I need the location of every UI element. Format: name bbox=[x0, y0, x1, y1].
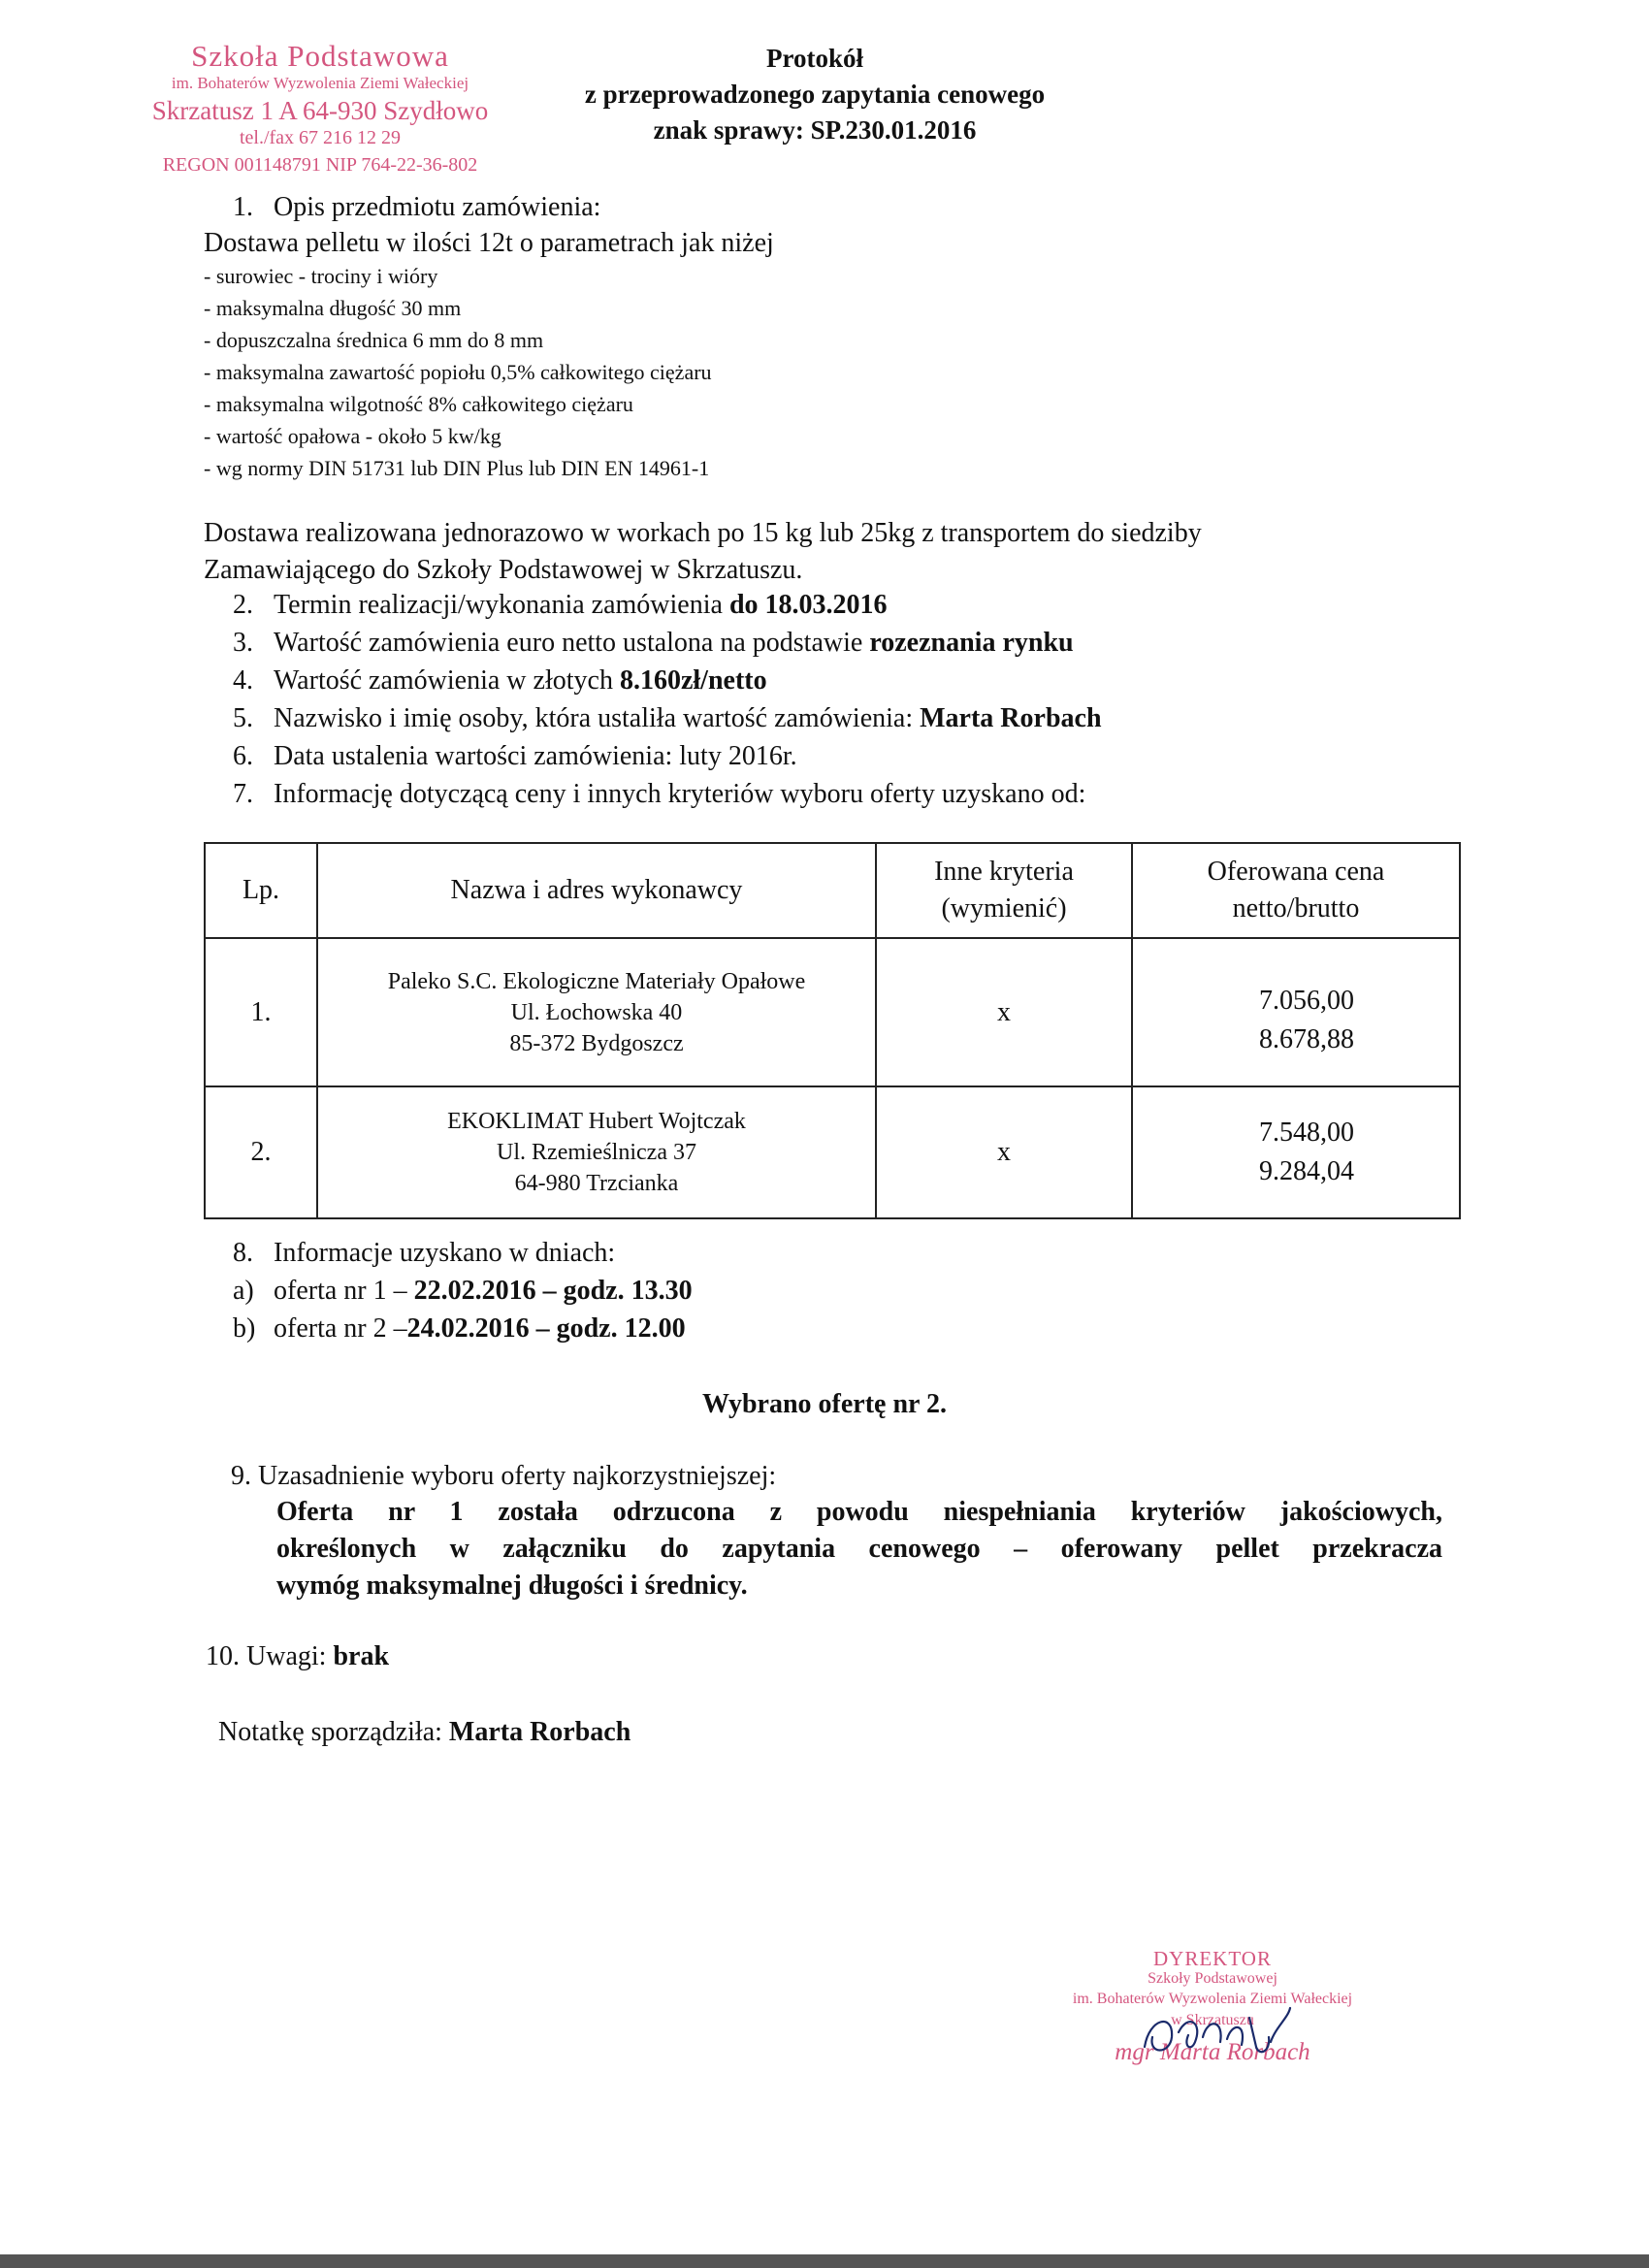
cell-criteria: x bbox=[876, 938, 1132, 1086]
document-title: Protokół bbox=[766, 44, 863, 73]
numbered-items bbox=[233, 586, 1102, 813]
offer-date-a: a) oferta nr 1 – 22.02.2016 – godz. 13.30 bbox=[233, 1276, 693, 1306]
parameter-item: - maksymalna długość 30 mm bbox=[204, 296, 462, 320]
parameter-item: - wg normy DIN 51731 lub DIN Plus lub DIN EN 14961-1 bbox=[204, 456, 710, 480]
item-6: 6. Data ustalenia wartości zamówienia: luty 2016r. bbox=[233, 741, 797, 771]
justification-line: określonych w załączniku do zapytania cenowego – oferowany pellet przekracza bbox=[276, 1534, 1442, 1564]
parameter-item: - maksymalna zawartość popiołu 0,5% całkowitego ciężaru bbox=[204, 360, 712, 384]
section-1-intro: Dostawa pelletu w ilości 12t o parametrach jak niżej bbox=[204, 228, 774, 258]
parameter-item: - wartość opałowa - około 5 kw/kg bbox=[204, 424, 501, 448]
prepared-by: Notatkę sporządziła: Marta Rorbach bbox=[218, 1717, 631, 1747]
offer-date-b: b) oferta nr 2 –24.02.2016 – godz. 12.00 bbox=[233, 1313, 686, 1344]
item-5: 5. Nazwisko i imię osoby, która ustaliła wartość zamówienia: Marta Rorbach bbox=[233, 703, 1102, 733]
school-stamp bbox=[107, 39, 534, 178]
offers-table bbox=[204, 842, 1461, 1219]
stamp-phone: tel./fax 67 216 12 29 bbox=[239, 127, 402, 148]
remarks: 10. Uwagi: brak bbox=[206, 1641, 390, 1671]
item-3: 3. Wartość zamówienia euro netto ustalona na podstawie rozeznania rynku bbox=[233, 628, 1074, 658]
document-header bbox=[524, 41, 1106, 148]
stamp-patron: im. Bohaterów Wyzwolenia Ziemi Wałeckiej bbox=[171, 74, 469, 92]
cell-price: 7.056,00 8.678,88 bbox=[1132, 938, 1460, 1086]
cell-lp: 1. bbox=[205, 938, 317, 1086]
director-line: im. Bohaterów Wyzwolenia Ziemi Wałeckiej bbox=[1072, 1991, 1353, 2007]
parameter-item: - dopuszczalna średnica 6 mm do 8 mm bbox=[204, 328, 544, 352]
section-9-heading: 9. Uzasadnienie wyboru oferty najkorzystniejszej: bbox=[231, 1461, 777, 1491]
parameter-item: - surowiec - trociny i wióry bbox=[204, 264, 438, 288]
table-row bbox=[205, 938, 1460, 1086]
justification-line: wymóg maksymalnej długości i średnicy. bbox=[276, 1571, 748, 1601]
scan-edge bbox=[0, 2254, 1649, 2268]
justification-line: Oferta nr 1 została odrzucona z powodu niespełniania kryteriów jakościowych, bbox=[276, 1497, 1442, 1527]
cell-criteria: x bbox=[876, 1086, 1132, 1218]
cell-price: 7.548,00 9.284,04 bbox=[1132, 1086, 1460, 1218]
table-row bbox=[205, 1086, 1460, 1218]
director-title: DYREKTOR bbox=[1153, 1947, 1272, 1970]
section-8-heading: 8. Informacje uzyskano w dniach: bbox=[233, 1238, 616, 1268]
cell-lp: 2. bbox=[205, 1086, 317, 1218]
header-price: Oferowana cena netto/brutto bbox=[1132, 843, 1460, 938]
cell-contractor: Paleko S.C. Ekologiczne Materiały Opałowe Ul. Łochowska 40 85-372 Bydgoszcz bbox=[317, 938, 876, 1086]
header-name: Nazwa i adres wykonawcy bbox=[317, 843, 876, 938]
section-8-list bbox=[233, 1272, 693, 1347]
cell-contractor: EKOKLIMAT Hubert Wojtczak Ul. Rzemieślnicza 37 64-980 Trzcianka bbox=[317, 1086, 876, 1218]
document-subtitle: z przeprowadzonego zapytania cenowego bbox=[584, 80, 1046, 109]
stamp-address: Skrzatusz 1 A 64-930 Szydłowo bbox=[151, 96, 489, 125]
item-4: 4. Wartość zamówienia w złotych 8.160zł/netto bbox=[233, 665, 767, 696]
director-name: mgr Marta Rorbach bbox=[1115, 2039, 1310, 2065]
delivery-line-1: Dostawa realizowana jednorazowo w workach po 15 kg lub 25kg z transportem do siedziby bbox=[204, 518, 1202, 548]
table-header-row bbox=[205, 843, 1460, 938]
section-8 bbox=[233, 1234, 615, 1272]
item-7: 7. Informację dotyczącą ceny i innych kryteriów wyboru oferty uzyskano od: bbox=[233, 779, 1086, 809]
delivery-line-2: Zamawiającego do Szkoły Podstawowej w Skrzatuszu. bbox=[204, 555, 803, 585]
director-line: w Skrzatuszu bbox=[1171, 2012, 1254, 2028]
handwritten-signature bbox=[1135, 1998, 1300, 2066]
section-1-heading: 1. Opis przedmiotu zamówienia: bbox=[233, 192, 601, 222]
parameter-list bbox=[204, 260, 712, 484]
stamp-ids: REGON 001148791 NIP 764-22-36-802 bbox=[162, 154, 478, 176]
selected-offer: Wybrano ofertę nr 2. bbox=[702, 1389, 947, 1419]
item-2: 2. Termin realizacji/wykonania zamówienia do 18.03.2016 bbox=[233, 590, 888, 620]
justification bbox=[276, 1494, 1442, 1604]
parameter-item: - maksymalna wilgotność 8% całkowitego ciężaru bbox=[204, 392, 633, 416]
header-criteria: Inne kryteria (wymienić) bbox=[876, 843, 1132, 938]
director-line: Szkoły Podstawowej bbox=[1148, 1970, 1277, 1987]
stamp-school-name: Szkoła Podstawowa bbox=[191, 39, 449, 73]
header-lp: Lp. bbox=[205, 843, 317, 938]
case-number: znak sprawy: SP.230.01.2016 bbox=[653, 115, 977, 145]
